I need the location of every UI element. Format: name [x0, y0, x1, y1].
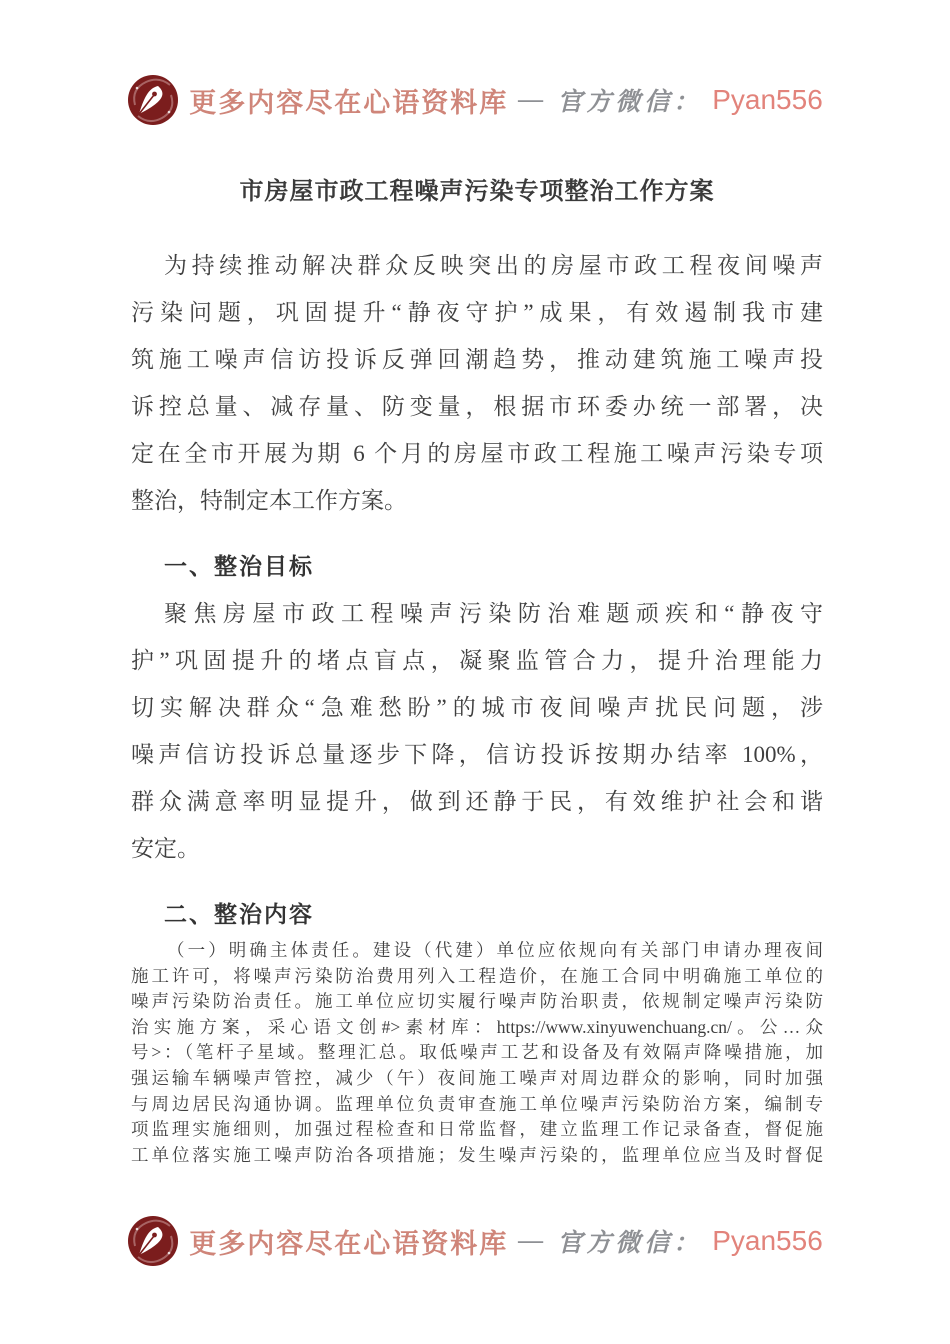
body-line: 群众满意率明显提升，做到还静于民，有效维护社会和谐 — [131, 789, 823, 814]
small-body-line: 治实施方案，采心语文创#>素材库：https://www.xinyuwenchuang.cn/。公…众 — [131, 1016, 823, 1037]
small-body-line: 噪声污染防治责任。施工单位应切实履行噪声防治职责，依规制定噪声污染防 — [131, 991, 823, 1012]
small-body-line: 号>：（笔杆子星域。整理汇总。取低噪声工艺和设备及有效隔声降噪措施，加 — [131, 1042, 823, 1063]
small-body-line: 施工许可，将噪声污染防治费用列入工程造价，在施工合同中明确施工单位的 — [131, 965, 823, 986]
pen-swirl-logo-icon — [127, 1215, 179, 1267]
wechat-id: Pyan556 — [712, 84, 823, 115]
small-body-line: （一）明确主体责任。建设（代建）单位应依规向有关部门申请办理夜间 — [167, 940, 823, 960]
body-line: 护”巩固提升的堵点盲点，凝聚监管合力，提升治理能力 — [131, 648, 823, 673]
body-line: 污染问题，巩固提升“静夜守护”成果，有效遏制我市建 — [131, 300, 823, 325]
wechat-id: Pyan556 — [712, 1225, 823, 1257]
small-body-line: 工单位落实施工噪声防治各项措施；发生噪声污染的，监理单位应当及时督促 — [131, 1144, 823, 1165]
wechat-label: 官方微信： — [557, 1230, 703, 1258]
brand-slogan-text: 更多内容尽在心语资料库 — [189, 1228, 509, 1259]
paragraph-content — [131, 938, 823, 1168]
section-heading-content: 二、整治内容 — [164, 902, 314, 927]
section-heading-goals: 一、整治目标 — [164, 554, 314, 579]
body-line: 定在全市开展为期 6 个月的房屋市政工程施工噪声污染专项 — [131, 441, 823, 466]
brand-slogan-text: 更多内容尽在心语资料库 — [189, 87, 509, 118]
body-line: 聚焦房屋市政工程噪声污染防治难题顽疾和“静夜守 — [164, 601, 823, 626]
body-line: 切实解决群众“急难愁盼”的城市夜间噪声扰民问题，涉 — [131, 695, 823, 720]
small-body-line: 与周边居民沟通协调。监理单位负责审查施工单位噪声污染防治方案，编制专 — [131, 1093, 823, 1114]
footer-brand-bar — [0, 1215, 950, 1267]
paragraph-intro — [131, 242, 823, 524]
body-line: 诉控总量、减存量、防变量，根据市环委办统一部署，决 — [131, 394, 823, 419]
wechat-label: 官方微信： — [557, 89, 703, 116]
body-line: 为持续推动解决群众反映突出的房屋市政工程夜间噪声 — [164, 253, 823, 278]
brand-dash: — — [518, 86, 548, 113]
header-brand-bar — [0, 0, 950, 126]
brand-dash: — — [518, 1227, 548, 1255]
body-line: 整治，特制定本工作方案。 — [131, 488, 407, 513]
small-body-line: 项监理实施细则，加强过程检查和日常监督，建立监理工作记录备查，督促施 — [131, 1119, 823, 1140]
pen-swirl-logo-icon — [127, 74, 179, 126]
small-body-line: 强运输车辆噪声管控，减少（午）夜间施工噪声对周边群众的影响，同时加强 — [131, 1067, 823, 1088]
body-line: 安定。 — [131, 836, 200, 861]
document-title: 市房屋市政工程噪声污染专项整治工作方案 — [239, 179, 715, 205]
body-line: 筑施工噪声信访投诉反弹回潮趋势，推动建筑施工噪声投 — [131, 347, 823, 372]
body-line: 噪声信访投诉总量逐步下降，信访投诉按期办结率 100%， — [131, 742, 823, 767]
paragraph-goals — [131, 590, 823, 872]
